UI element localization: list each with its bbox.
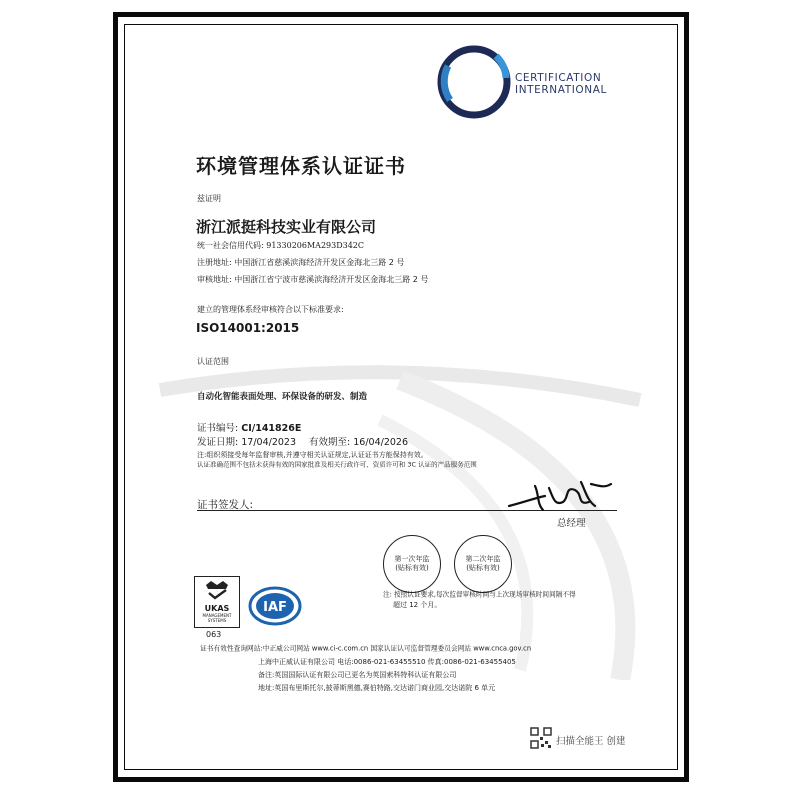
- expiry-date-label: 有效期至:: [309, 437, 351, 448]
- footer-contact-line: 上海中正威认证有限公司 电话:0086-021-63455510 传真:0086-021-63455405: [258, 658, 516, 666]
- handwritten-signature: [505, 476, 615, 516]
- scope-text: 自动化智能表面处理、环保设备的研发、制造: [197, 392, 368, 402]
- signer-label: 证书签发人:: [197, 499, 254, 511]
- ukas-mark: [194, 576, 240, 628]
- ukas-sub-2: SYSTEMS: [207, 618, 227, 623]
- certificate-number-row: [197, 420, 301, 434]
- iaf-logo-icon: [248, 586, 302, 626]
- registered-address-value: 中国浙江省慈溪滨海经济开发区金海北三路 2 号: [234, 258, 405, 267]
- validity-note-2: 认证准确范围不包括未获得有效的国家批准及相关行政许可、资质许可和 3C 认证的产品服务范围: [197, 460, 477, 469]
- crown-tick-icon: [202, 579, 232, 601]
- certificate-number-label: 证书编号:: [197, 423, 239, 434]
- validity-note-1: 注:组织须接受每年监督审核,并遵守相关认证规定,认证证书方能保持有效。: [197, 451, 428, 459]
- iaf-text: IAF: [263, 600, 287, 615]
- issue-date-label: 发证日期:: [197, 437, 239, 448]
- surveillance-note-line2: 超过 12 个月。: [393, 601, 442, 609]
- scanner-watermark-text: 扫描全能王 创建: [556, 736, 626, 747]
- standard-name: ISO14001:2015: [196, 321, 300, 335]
- scope-label: 认证范围: [197, 357, 229, 366]
- footer-address-line: 地址:英国布里斯托尔,披蒂斯黑德,赛伯特路,交达诺门商业园,交达诺院 6 单元: [258, 684, 496, 692]
- audit-address-value: 中国浙江省宁波市慈溪滨海经济开发区金海北三路 2 号: [234, 275, 429, 284]
- general-manager-label: 总经理: [557, 518, 586, 529]
- expiry-date-value: 16/04/2026: [353, 437, 409, 448]
- registered-address-label: 注册地址:: [197, 258, 232, 267]
- ukas-number: 063: [206, 630, 222, 639]
- compliance-statement: 建立的管理体系经审核符合以下标准要求:: [197, 305, 344, 314]
- hereby-text: 兹证明: [197, 194, 221, 203]
- footer-remark-line: 备注:英国国际认证有限公司已更名为英国索科特科认证有限公司: [258, 671, 457, 679]
- audit-address-row: [197, 274, 428, 285]
- first-annual-stamp: [383, 535, 441, 593]
- dates-row: [197, 434, 408, 448]
- company-name: 浙江派挺科技实业有限公司: [196, 218, 377, 236]
- ukas-name: UKAS: [204, 604, 230, 613]
- logo-wordmark: [515, 72, 607, 96]
- issue-date-value: 17/04/2023: [241, 437, 296, 448]
- logo-line-1: CERTIFICATION: [515, 72, 602, 84]
- audit-address-label: 审核地址:: [197, 275, 232, 284]
- surveillance-note-line1: 注: 按照认证要求,每次监督审核时间与上次现场审核时间间隔不得: [383, 590, 576, 599]
- credit-code-label: 统一社会信用代码:: [197, 241, 264, 250]
- first-stamp-line2: (贴标有效): [395, 564, 429, 572]
- second-annual-stamp: [454, 535, 512, 593]
- qr-code-icon: [530, 727, 552, 749]
- logo-line-2: INTERNATIONAL: [515, 84, 607, 96]
- certificate-number-value: CI/141826E: [241, 423, 302, 434]
- credit-code-value: 91330206MA293D342C: [266, 241, 365, 250]
- registered-address-row: [197, 257, 404, 268]
- certificate-title: 环境管理体系认证证书: [196, 154, 406, 178]
- second-stamp-line2: (贴标有效): [466, 564, 500, 572]
- first-stamp-line1: 第一次年监: [394, 555, 430, 563]
- ukas-sub-1: MANAGEMENT: [202, 613, 232, 618]
- certification-international-logo-icon: [434, 42, 514, 122]
- second-stamp-line1: 第二次年监: [465, 555, 501, 563]
- credit-code-row: [197, 240, 364, 251]
- footer-verification-line: 证书有效性查询网站:中正威公司网站 www.ci-c.com.cn 国家认证认可监督管理委员会网站 www.cnca.gov.cn: [200, 644, 532, 653]
